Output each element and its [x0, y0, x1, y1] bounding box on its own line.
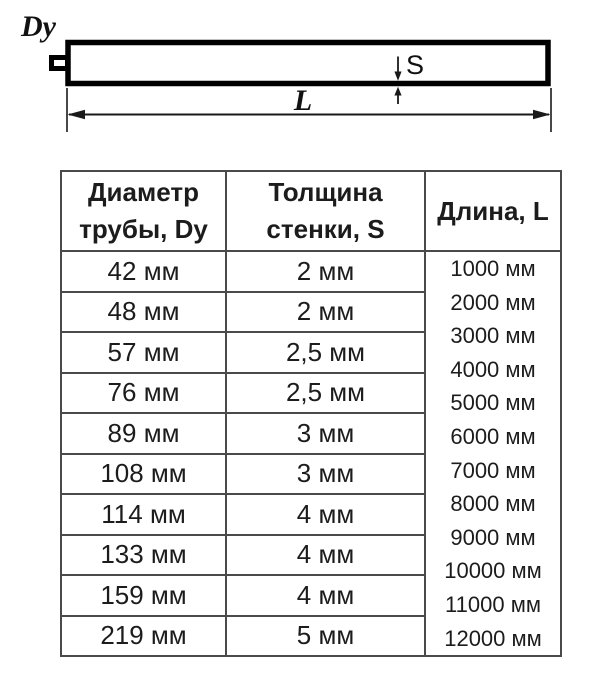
diameter-cell: 57 мм [61, 332, 226, 373]
thickness-cell: 4 мм [226, 575, 425, 616]
diameter-cell: 108 мм [61, 454, 226, 495]
length-item: 2000 мм [450, 289, 536, 315]
length-item: 5000 мм [450, 390, 536, 416]
length-item: 6000 мм [450, 423, 536, 449]
thickness-cell: 2,5 мм [226, 373, 425, 414]
length-list [425, 251, 561, 656]
thickness-cell: 3 мм [226, 413, 425, 454]
diameter-cell: 89 мм [61, 413, 226, 454]
header-length [425, 171, 561, 251]
thickness-cell: 4 мм [226, 494, 425, 535]
diameter-cell: 159 мм [61, 575, 226, 616]
pipe-outline [68, 43, 548, 84]
length-item: 11000 мм [445, 591, 541, 617]
length-item: 8000 мм [450, 491, 536, 517]
table-row [61, 251, 561, 292]
dy-label: Dy [21, 10, 56, 43]
length-item: 9000 мм [450, 524, 536, 550]
thickness-cell: 5 мм [226, 616, 425, 657]
l-label: L [293, 84, 313, 117]
header-diameter [61, 171, 226, 251]
thickness-cell: 3 мм [226, 454, 425, 495]
header-thickness-line2: стенки, S [266, 214, 385, 244]
length-item: 7000 мм [450, 457, 536, 483]
thickness-cell: 2 мм [226, 292, 425, 333]
diameter-cell: 114 мм [61, 494, 226, 535]
wall-thickness-arrow-up [394, 87, 401, 104]
length-arrowhead-right [533, 110, 551, 119]
header-thickness-line1: Толщина [268, 177, 383, 207]
length-item: 10000 мм [444, 558, 542, 584]
s-label: S [406, 50, 425, 80]
header-diameter-line2: трубы, Dy [79, 214, 208, 244]
pipe-spec-table [60, 170, 562, 657]
header-thickness [226, 171, 425, 251]
length-item: 4000 мм [450, 356, 536, 382]
pipe-inlet-stub [52, 58, 68, 69]
diameter-cell: 76 мм [61, 373, 226, 414]
diameter-cell: 133 мм [61, 535, 226, 576]
length-item: 3000 мм [450, 323, 536, 349]
thickness-cell: 4 мм [226, 535, 425, 576]
table-header-row [61, 171, 561, 251]
diameter-cell: 42 мм [61, 251, 226, 292]
pipe-diagram [0, 0, 608, 160]
header-length-line1: Длина, L [437, 195, 549, 226]
length-arrowhead-left [68, 110, 86, 119]
thickness-cell: 2,5 мм [226, 332, 425, 373]
thickness-cell: 2 мм [226, 251, 425, 292]
header-diameter-line1: Диаметр [88, 177, 199, 207]
length-item: 12000 мм [444, 625, 542, 651]
length-item: 1000 мм [450, 256, 536, 281]
diameter-cell: 48 мм [61, 292, 226, 333]
diameter-cell: 219 мм [61, 616, 226, 657]
